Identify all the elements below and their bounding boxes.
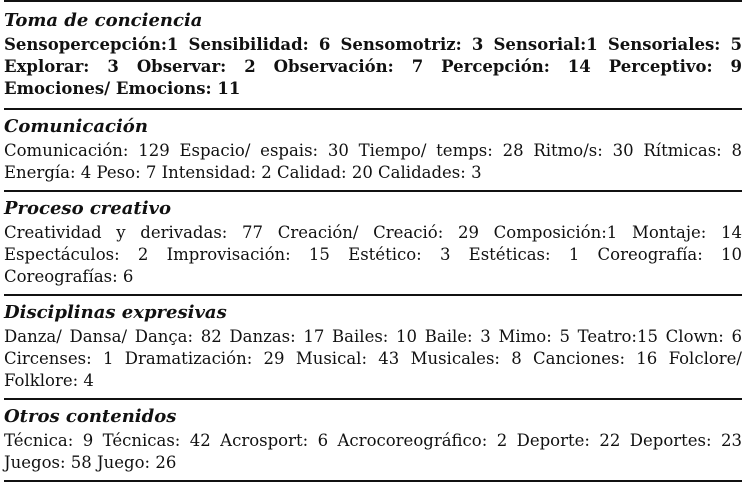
content-categories-table xyxy=(4,0,742,482)
section-content: Danza/ Dansa/ Dança: 82 Danzas: 17 Bailes: 10 Baile: 3 Mimo: 5 Teatro:15 Clown: 6 Circenses: 1 Dramatización: 29 Musical: 43 Musicales: 8 Canciones: 16 Folclore/ Folklore: 4 xyxy=(4,327,742,390)
section-proceso-creativo xyxy=(4,192,742,294)
section-title: Toma de conciencia xyxy=(4,10,203,31)
section-title: Comunicación xyxy=(4,116,148,137)
section-otros-contenidos xyxy=(4,400,742,480)
section-title: Proceso creativo xyxy=(4,198,172,219)
section-title: Otros contenidos xyxy=(4,406,177,427)
section-content: Comunicación: 129 Espacio/ espais: 30 Tiempo/ temps: 28 Ritmo/s: 30 Rítmicas: 8 Energía: 4 Peso: 7 Intensidad: 2 Calidad: 20 Calidades: 3 xyxy=(4,141,742,182)
section-comunicacion xyxy=(4,110,742,190)
section-content: Sensopercepción:1 Sensibilidad: 6 Sensomotriz: 3 Sensorial:1 Sensoriales: 5 Explorar: 3 Observar: 2 Observación: 7 Percepción: 14 Perceptivo: 9 Emociones/ Emocions: 11 xyxy=(4,35,742,98)
section-toma-de-conciencia xyxy=(4,2,742,108)
section-content: Creatividad y derivadas: 77 Creación/ Creació: 29 Composición:1 Montaje: 14 Espectáculos: 2 Improvisación: 15 Estético: 3 Estéticas: 1 Coreografía: 10 Coreografías: 6 xyxy=(4,223,742,286)
section-content: Técnica: 9 Técnicas: 42 Acrosport: 6 Acrocoreográfico: 2 Deporte: 22 Deportes: 23 Juegos: 58 Juego: 26 xyxy=(4,431,742,472)
section-disciplinas-expresivas xyxy=(4,296,742,398)
section-title: Disciplinas expresivas xyxy=(4,302,227,323)
